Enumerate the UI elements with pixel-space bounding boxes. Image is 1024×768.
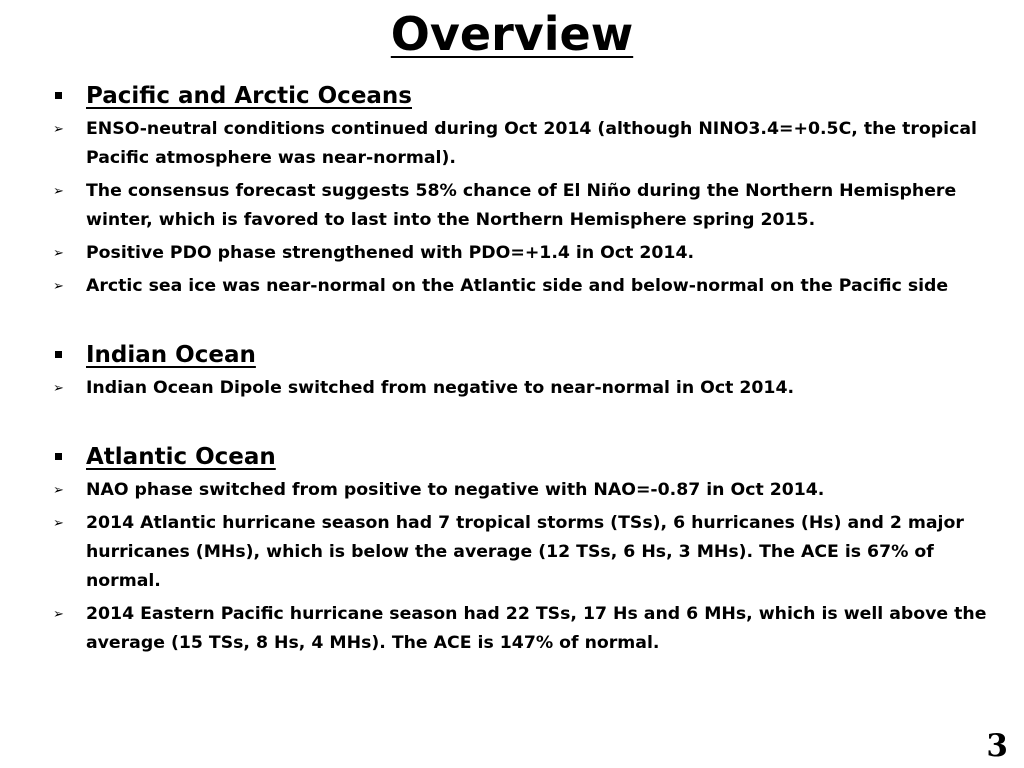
slide-title: Overview: [390, 7, 634, 61]
bullet-text: 2014 Eastern Pacific hurricane season had 22 TSs, 17 Hs and 6 MHs, which is well above the average (15 TSs, 8 Hs, 4 MHs). The ACE is 147% of normal.: [86, 604, 987, 653]
bullet-text: NAO phase switched from positive to negative with NAO=-0.87 in Oct 2014.: [86, 480, 825, 500]
arrow-bullet-icon: ➢: [53, 483, 64, 498]
bullet-item: [52, 374, 992, 403]
section-heading-text: Pacific and Arctic Oceans: [86, 83, 412, 109]
bullet-text: The consensus forecast suggests 58% chance of El Niño during the Northern Hemisphere winter, which is favored to last into the Northern Hemisphere spring 2015.: [86, 181, 957, 230]
square-bullet-icon: [55, 92, 62, 99]
bullet-item: [52, 509, 992, 596]
bullet-item: [52, 600, 992, 658]
section-pacific-arctic: [52, 80, 992, 301]
bullet-item: [52, 177, 992, 235]
page-number: 3: [986, 728, 1008, 764]
arrow-bullet-icon: ➢: [53, 122, 64, 137]
slide-content: [52, 80, 992, 662]
arrow-bullet-icon: ➢: [53, 381, 64, 396]
section-heading-text: Indian Ocean: [86, 342, 256, 368]
bullet-text: 2014 Atlantic hurricane season had 7 tropical storms (TSs), 6 hurricanes (Hs) and 2 major hurricanes (MHs), which is below the average (12 TSs, 6 Hs, 3 MHs). The ACE is 67% of normal.: [86, 513, 964, 591]
section-heading: [52, 339, 992, 371]
section-heading: [52, 80, 992, 112]
bullet-item: [52, 115, 992, 173]
section-heading-text: Atlantic Ocean: [86, 444, 276, 470]
bullet-text: ENSO-neutral conditions continued during Oct 2014 (although NINO3.4=+0.5C, the tropical Pacific atmosphere was near-normal).: [86, 119, 977, 168]
bullet-text: Indian Ocean Dipole switched from negative to near-normal in Oct 2014.: [86, 378, 795, 398]
arrow-bullet-icon: ➢: [53, 184, 64, 199]
bullet-item: [52, 272, 992, 301]
bullet-item: [52, 476, 992, 505]
bullet-text: Arctic sea ice was near-normal on the Atlantic side and below-normal on the Pacific side: [86, 276, 949, 296]
section-heading: [52, 441, 992, 473]
square-bullet-icon: [55, 351, 62, 358]
square-bullet-icon: [55, 453, 62, 460]
section-indian-ocean: [52, 339, 992, 403]
arrow-bullet-icon: ➢: [53, 516, 64, 531]
arrow-bullet-icon: ➢: [53, 279, 64, 294]
bullet-item: [52, 239, 992, 268]
arrow-bullet-icon: ➢: [53, 246, 64, 261]
bullet-text: Positive PDO phase strengthened with PDO=+1.4 in Oct 2014.: [86, 243, 695, 263]
arrow-bullet-icon: ➢: [53, 607, 64, 622]
section-atlantic-ocean: [52, 441, 992, 658]
